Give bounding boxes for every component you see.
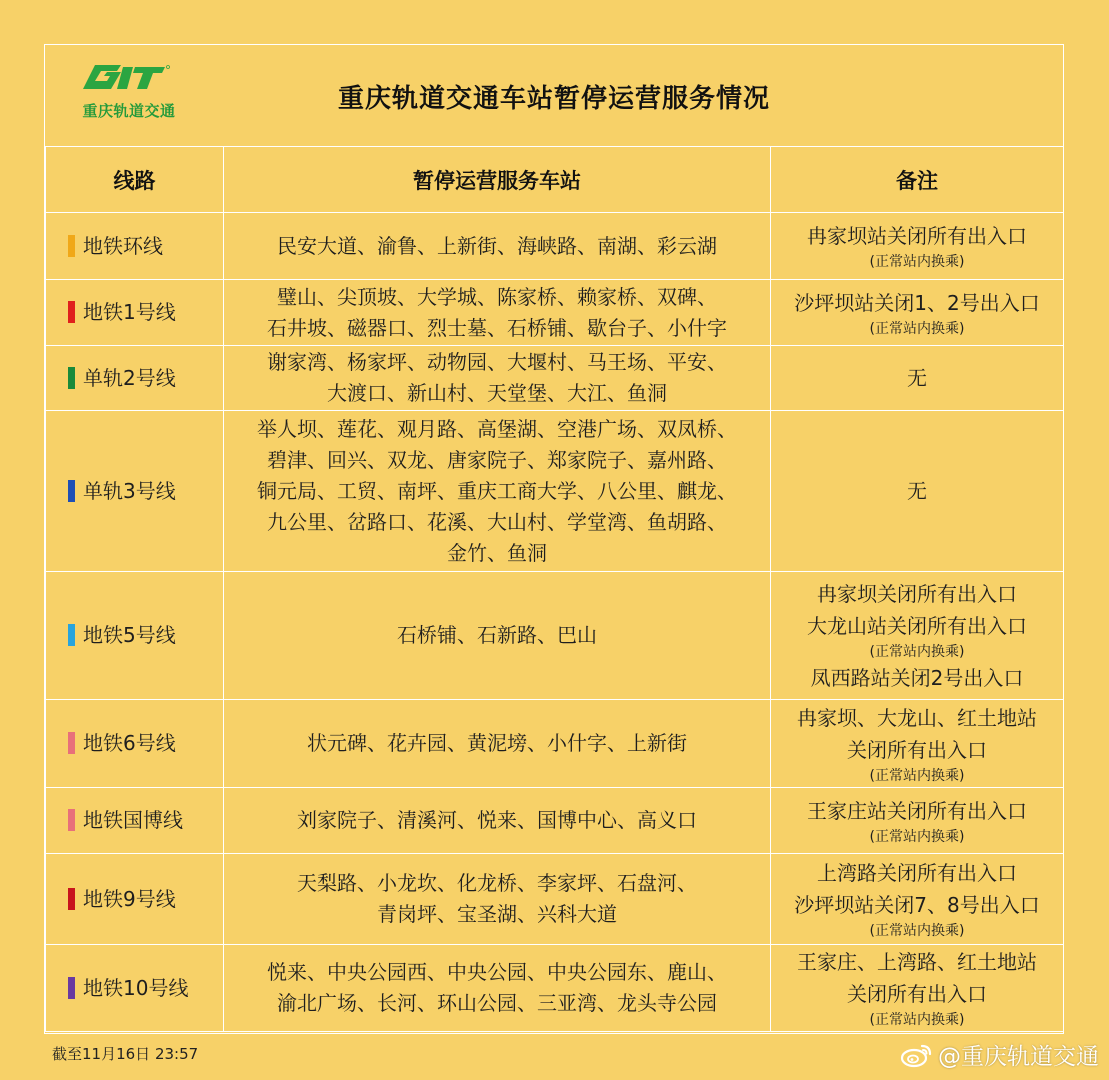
- line-name: 地铁环线: [83, 233, 163, 258]
- line-cell: [46, 572, 224, 700]
- stations-line: 大渡口、新山村、天堂堡、大江、鱼洞: [327, 381, 667, 405]
- line-color-swatch: [68, 809, 75, 831]
- line-name: 地铁5号线: [83, 623, 176, 647]
- stations-line: 碧津、回兴、双龙、唐家院子、郑家院子、嘉州路、: [267, 447, 727, 472]
- stations-cell: [224, 213, 771, 280]
- line-name: 地铁10号线: [83, 975, 189, 1000]
- table-row: [46, 280, 1064, 346]
- stations-line: 渝北广场、长河、环山公园、三亚湾、龙头寺公园: [277, 991, 717, 1015]
- stations-cell: [224, 346, 771, 411]
- watermark-text: @重庆轨道交通: [938, 1043, 1099, 1070]
- note-text: 无: [907, 366, 927, 390]
- notes-cell: [771, 411, 1064, 572]
- stations-cell: [224, 572, 771, 700]
- stations-line: 青岗坪、宝圣湖、兴科大道: [377, 902, 617, 926]
- note-text: 冉家坝、大龙山、红土地站: [797, 705, 1037, 730]
- note-text: 上湾路关闭所有出入口: [817, 861, 1017, 885]
- stations-line: 举人坝、莲花、观月路、高堡湖、空港广场、双凤桥、: [257, 416, 737, 441]
- table-row: [46, 945, 1064, 1032]
- table-row: [46, 572, 1064, 700]
- header: [45, 45, 1063, 147]
- note-text: 无: [907, 479, 927, 503]
- line-name: 地铁国博线: [83, 808, 183, 832]
- table-row: [46, 788, 1064, 854]
- table-row: [46, 213, 1064, 280]
- line-color-swatch: [68, 888, 75, 910]
- notes-cell: [771, 572, 1064, 700]
- table-row: [46, 854, 1064, 945]
- note-text: 王家庄、上湾路、红土地站: [797, 950, 1037, 974]
- line-color-swatch: [68, 235, 75, 257]
- note-text: 沙坪坝站关闭1、2号出入口: [794, 290, 1040, 315]
- column-header-line: 线路: [46, 147, 224, 213]
- notes-cell: [771, 280, 1064, 346]
- notes-cell: [771, 788, 1064, 854]
- stations-line: 民安大道、渝鲁、上新街、海峡路、南湖、彩云湖: [277, 233, 717, 258]
- line-name: 地铁6号线: [83, 731, 176, 755]
- note-text: 冉家坝站关闭所有出入口: [807, 224, 1027, 248]
- note-text: 大龙山站关闭所有出入口: [807, 613, 1027, 638]
- line-name: 单轨2号线: [83, 365, 176, 390]
- stations-line: 谢家湾、杨家坪、动物园、大堰村、马王场、平安、: [267, 350, 727, 374]
- note-transfer-hint: (正常站内换乘): [869, 923, 965, 939]
- stations-cell: [224, 788, 771, 854]
- note-text: 王家庄站关闭所有出入口: [807, 798, 1027, 823]
- line-color-swatch: [68, 480, 75, 502]
- stations-line: 刘家院子、清溪河、悦来、国博中心、高义口: [297, 808, 697, 832]
- note-transfer-hint: (正常站内换乘): [869, 643, 965, 660]
- note-transfer-hint: (正常站内换乘): [869, 767, 965, 784]
- line-cell: [46, 945, 224, 1032]
- column-header-stations: 暂停运营服务车站: [224, 147, 771, 213]
- line-color-swatch: [68, 977, 75, 999]
- stations-line: 九公里、岔路口、花溪、大山村、学堂湾、鱼胡路、: [267, 509, 727, 534]
- note-text: 关闭所有出入口: [847, 737, 987, 762]
- stations-cell: [224, 854, 771, 945]
- line-name: 单轨3号线: [83, 478, 176, 503]
- note-text: 沙坪坝站关闭7、8号出入口: [794, 893, 1040, 917]
- table-row: [46, 700, 1064, 788]
- stations-cell: [224, 280, 771, 346]
- stations-line: 悦来、中央公园西、中央公园、中央公园东、鹿山、: [267, 960, 727, 984]
- notes-cell: [771, 700, 1064, 788]
- column-header-notes: 备注: [771, 147, 1064, 213]
- stations-line: 金竹、鱼洞: [447, 540, 547, 565]
- table-row: [46, 411, 1064, 572]
- line-color-swatch: [68, 301, 75, 323]
- line-color-swatch: [68, 624, 75, 646]
- stations-cell: [224, 411, 771, 572]
- table-row: [46, 346, 1064, 411]
- notes-cell: [771, 854, 1064, 945]
- closure-table: [45, 146, 1064, 1032]
- stations-line: 石井坡、磁器口、烈士墓、石桥铺、歇台子、小什字: [267, 315, 727, 340]
- stations-line: 天梨路、小龙坎、化龙桥、李家坪、石盘河、: [297, 871, 697, 895]
- note-transfer-hint: (正常站内换乘): [869, 320, 965, 337]
- page-title: 重庆轨道交通车站暂停运营服务情况: [337, 84, 770, 114]
- line-cell: [46, 788, 224, 854]
- line-color-swatch: [68, 732, 75, 754]
- notes-cell: [771, 346, 1064, 411]
- note-text: 凤西路站关闭2号出入口: [810, 665, 1024, 690]
- logo-text: 重庆轨道交通: [82, 102, 176, 120]
- line-cell: [46, 280, 224, 346]
- line-name: 地铁9号线: [83, 886, 176, 911]
- line-cell: [46, 700, 224, 788]
- note-text: 关闭所有出入口: [847, 982, 987, 1006]
- stations-line: 石桥铺、石新路、巴山: [397, 623, 597, 647]
- note-transfer-hint: (正常站内换乘): [869, 828, 965, 845]
- stations-line: 状元碑、花卉园、黄泥塝、小什字、上新街: [307, 731, 687, 755]
- note-text: 冉家坝关闭所有出入口: [817, 581, 1017, 606]
- notes-cell: [771, 945, 1064, 1032]
- line-cell: [46, 213, 224, 280]
- update-timestamp: 截至11月16日 23:57: [52, 1045, 199, 1063]
- stations-line: 璧山、尖顶坡、大学城、陈家桥、赖家桥、双碑、: [277, 284, 717, 309]
- line-color-swatch: [68, 367, 75, 389]
- line-cell: [46, 411, 224, 572]
- line-name: 地铁1号线: [83, 300, 176, 324]
- table-header-row: [46, 147, 1064, 213]
- stations-line: 铜元局、工贸、南坪、重庆工商大学、八公里、麒龙、: [257, 478, 737, 503]
- note-transfer-hint: (正常站内换乘): [869, 254, 965, 270]
- stations-cell: [224, 945, 771, 1032]
- weibo-watermark: [900, 1038, 1099, 1070]
- line-cell: [46, 854, 224, 945]
- stations-cell: [224, 700, 771, 788]
- note-transfer-hint: (正常站内换乘): [869, 1012, 965, 1028]
- line-cell: [46, 346, 224, 411]
- notes-cell: [771, 213, 1064, 280]
- weibo-icon: [900, 1040, 934, 1068]
